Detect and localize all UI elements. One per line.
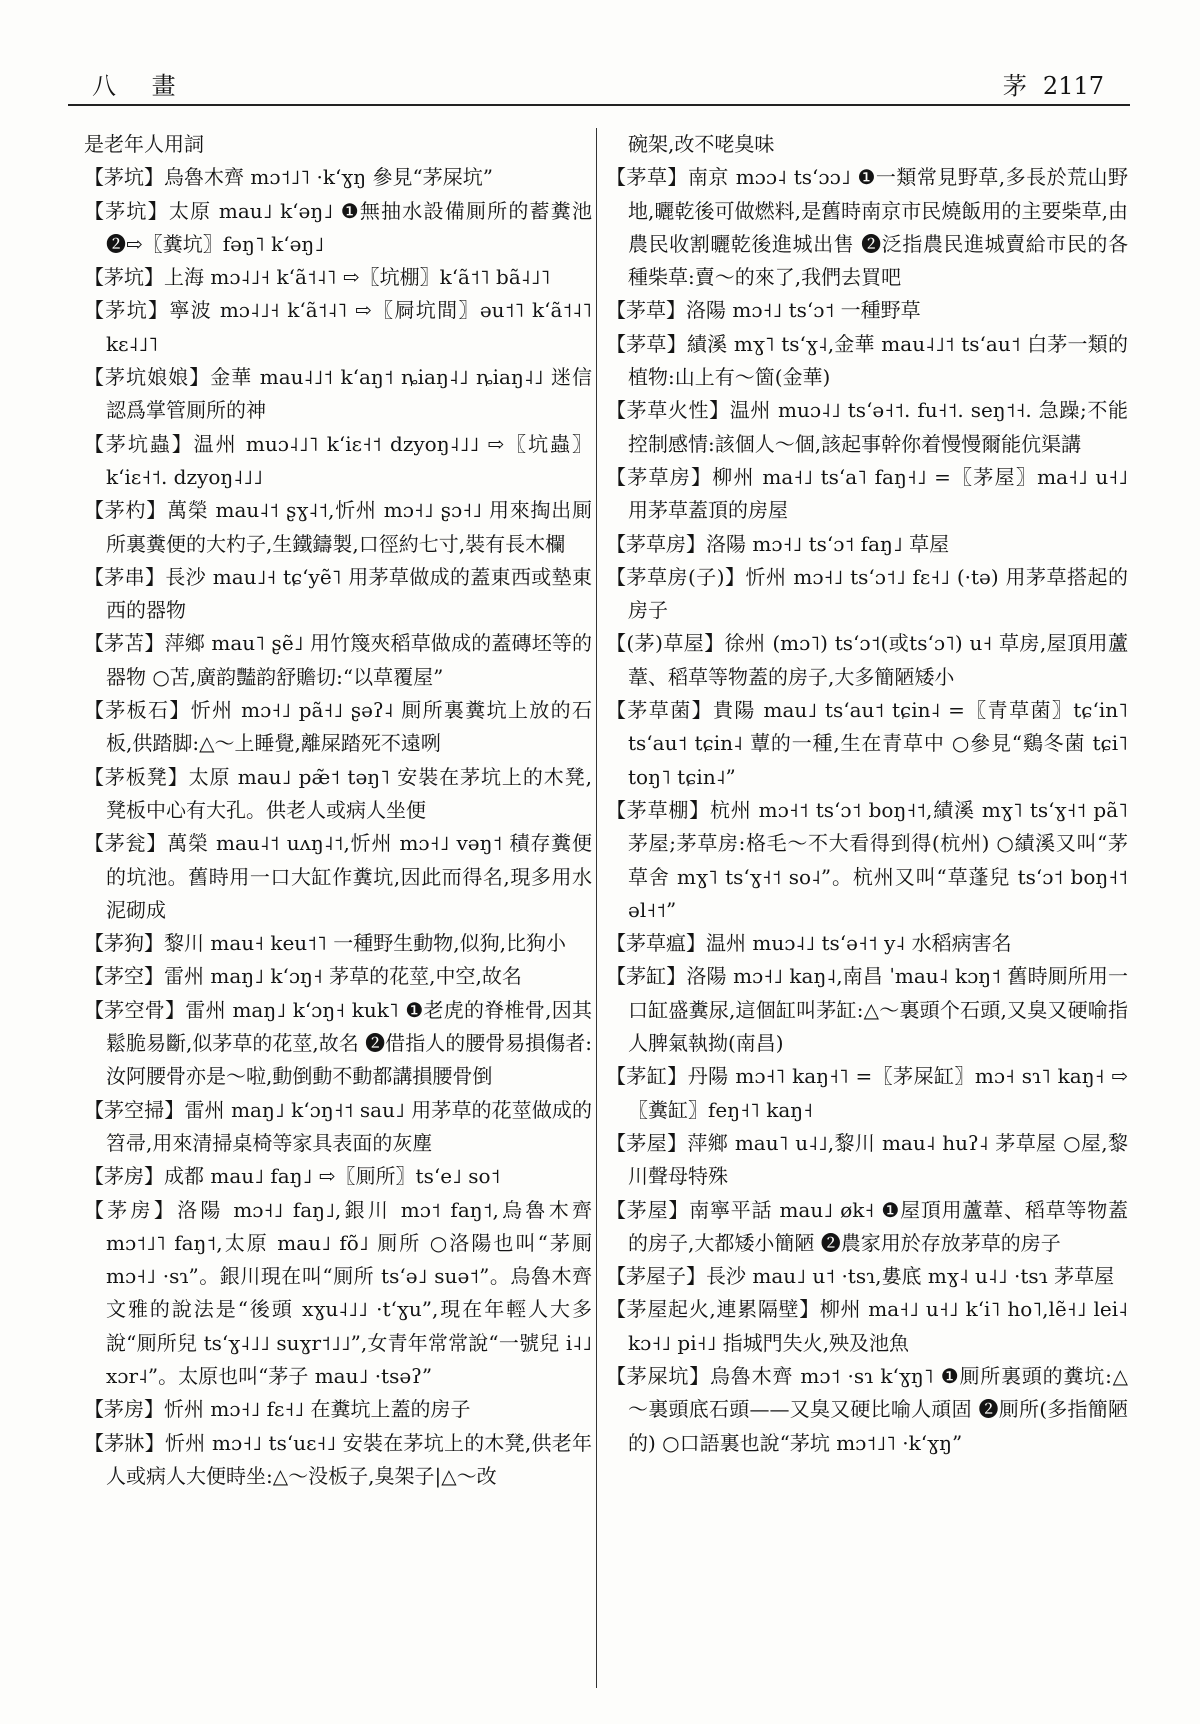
dictionary-entry: 【茅草】南京 mɔɔ˨ tsʻɔɔ˩ ❶一類常見野草,多長於荒山野地,曬乾後可做燃料,是舊時南京市民燒飯用的主要柴草,由農民收割曬乾後進城出售 ❷泛指農民進城賣給市民的各種柴草:賣～的來了,我們去買吧	[606, 165, 1128, 290]
dictionary-entry: 【茅草房(子)】忻州 mɔ˧˩ tsʻɔ˦˩ fɛ˧˩ (·tə) 用茅草搭起的房子	[606, 564, 1128, 623]
dictionary-entry: 【茅草菌】貴陽 mau˩ tsʻau˦ tɕin˨ =〖青草菌〗tɕʻin˥ tsʻau˦ tɕin˨ 蕈的一種,生在青草中 ○參見“鷄冬菌 tɕi˥ toŋ˥ tɕin˨”	[606, 698, 1128, 789]
dictionary-entry: 【茅草棚】杭州 mɔ˧˦ tsʻɔ˦ boŋ˧˦,績溪 mɣ˥ tsʻɣ˧˦ pã˥ 茅屋;茅草房:格毛～不大看得到得(杭州) ○績溪又叫“茅草舍 mɣ˥ tsʻɣ˧˦ so˨”。杭州又叫“草蓬兒 tsʻɔ˦ boŋ˧˦ əl˧˦”	[606, 797, 1128, 922]
dictionary-entry: 【茅坑】寧波 mɔ˨˩˧ kʻã˦˨˥ ⇨〖屙坑間〗əu˦˥ kʻã˦˨˥ kɛ˨˩˥	[84, 298, 592, 356]
dictionary-entry: 碗架,改不咾臭味	[628, 132, 775, 156]
dictionary-entry: 【茅坑蟲】温州 muɔ˨˩˥ kʻiɛ˧˦ dzyoŋ˨˩˩ ⇨〖坑蟲〗kʻiɛ˧˦. dzyoŋ˨˩˩	[84, 431, 592, 489]
dictionary-entry: 【(茅)草屋】徐州 (mɔ˥) tsʻɔ˦(或tsʻɔ˥) u˧ 草房,屋頂用蘆葦、稻草等物蓋的房子,大多簡陋矮小	[606, 631, 1128, 689]
dictionary-entry: 【茅草】洛陽 mɔ˧˩ tsʻɔ˦ 一種野草	[606, 298, 921, 323]
dictionary-entry: 【茅草瘟】温州 muɔ˨˩ tsʻə˧˦ y˨ 水稻病害名	[606, 931, 1012, 956]
left-column	[84, 128, 592, 1708]
head-char: 茅	[1002, 72, 1027, 100]
dictionary-entry: 【茅屋】南寧平話 mau˩ øk˧ ❶屋頂用蘆葦、稻草等物蓋的房子,大都矮小簡陋 ❷農家用於存放茅草的房子	[606, 1197, 1128, 1255]
dictionary-entry: 【茅串】長沙 mau˩˧ tɕʻyẽ˥ 用茅草做成的蓋東西或墊東西的器物	[84, 564, 592, 623]
dictionary-entry: 【茅屋】萍鄉 mau˥ u˨˩,黎川 mau˨ huʔ˨ 茅草屋 ○屋,黎川聲母特殊	[606, 1130, 1128, 1189]
dictionary-entry: 【茅坑】上海 mɔ˨˩˧ kʻã˦˨˥ ⇨〖坑棚〗kʻã˦˥ bã˨˩˥	[84, 265, 551, 290]
dictionary-entry: 【茅草房】洛陽 mɔ˧˩ tsʻɔ˦ faŋ˩ 草屋	[606, 531, 950, 556]
dictionary-entry: 【茅空掃】雷州 maŋ˩ kʻɔŋ˧˦ sau˩ 用茅草的花莖做成的笤帚,用來清掃桌椅等家具表面的灰塵	[84, 1097, 592, 1155]
column-divider	[596, 128, 597, 1688]
dictionary-entry: 【茅房】忻州 mɔ˧˩ fɛ˧˩ 在糞坑上蓋的房子	[84, 1397, 471, 1422]
page-number: 2117	[1042, 72, 1104, 100]
page-header	[68, 62, 1130, 106]
dictionary-entry: 【茅坑】烏魯木齊 mɔ˦˩˥ ·kʻɣŋ 參見“茅屎坑”	[84, 165, 493, 190]
dictionary-entry: 【茅狗】黎川 mau˧ keu˦˥ 一種野生動物,似狗,比狗小	[84, 931, 566, 956]
dictionary-entry: 【茅坑娘娘】金華 mau˨˩˦ kʻaŋ˦ ȵiaŋ˨˩ ȵiaŋ˨˩ 迷信認爲掌管厠所的神	[84, 365, 592, 423]
dictionary-entry: 【茅瓮】萬榮 mau˨˦ uʌŋ˨˦,忻州 mɔ˧˩ vəŋ˦ 積存糞便的坑池。舊時用一口大缸作糞坑,因此而得名,現多用水泥砌成	[84, 831, 592, 922]
right-column	[606, 128, 1128, 1708]
dictionary-entry: 【茅房】洛陽 mɔ˧˩ faŋ˩,銀川 mɔ˦ faŋ˦,烏魯木齊 mɔ˦˩˥ faŋ˦,太原 mau˩ fõ˩ 厠所 ○洛陽也叫“茅厠 mɔ˧˩ ·sɿ”。銀川現在叫“厠所 tsʻə˩ suə˦”。烏魯木齊文雅的說法是“後頭 xɣu˨˩˩ ·tʻɣu”,現在年輕人大多說“厠所兒 tsʻɣ˨˩˩ suɣr˦˩˩”,女青年常常說“一號兒 i˨˩ xɔr˨”。太原也叫“茅子 mau˩ ·tsəʔ”	[84, 1197, 592, 1388]
section-title: 八 畫	[92, 72, 190, 100]
dictionary-entry: 【茅空】雷州 maŋ˩ kʻɔŋ˧ 茅草的花莖,中空,故名	[84, 964, 522, 989]
dictionary-entry: 【茅屋子】長沙 mau˩ u˦ ·tsɿ,婁底 mɣ˨ u˨˩ ·tsɿ 茅草屋	[606, 1264, 1115, 1289]
dictionary-entry: 【茅房】成都 mau˩ faŋ˩ ⇨〖厠所〗tsʻe˩ so˦	[84, 1164, 501, 1189]
dictionary-entry: 【茅空骨】雷州 maŋ˩ kʻɔŋ˧ kuk˥ ❶老虎的脊椎骨,因其鬆脆易斷,似茅草的花莖,故名 ❷借指人的腰骨易損傷者:汝阿腰骨亦是～啦,動倒動不動都講損腰骨倒	[84, 997, 592, 1089]
dictionary-entry: 【茅缸】丹陽 mɔ˧˥ kaŋ˧˥ =〖茅屎缸〗mɔ˧ sɿ˥ kaŋ˧ ⇨〖糞缸〗feŋ˧˥ kaŋ˧	[606, 1064, 1128, 1122]
dictionary-entry: 是老年人用詞	[84, 132, 204, 156]
dictionary-entry: 【茅草】績溪 mɣ˥ tsʻɣ˨,金華 mau˨˩˦ tsʻau˦ 白茅一類的植物:山上有～箇(金華)	[606, 331, 1128, 390]
running-head	[1003, 66, 1104, 101]
dictionary-entry: 【茅屋起火,連累隔壁】柳州 ma˧˩ u˧˩ kʻi˥ ho˥,lẽ˧˩ lei˨ kɔ˧˩ pi˧˩ 指城門失火,殃及池魚	[606, 1297, 1128, 1355]
dictionary-entry: 【茅草房】柳州 ma˧˩ tsʻa˥ faŋ˧˩ =〖茅屋〗ma˧˩ u˧˩ 用茅草蓋頂的房屋	[606, 464, 1128, 523]
dictionary-entry: 【茅坑】太原 mau˩ kʻəŋ˩ ❶無抽水設備厠所的蓄糞池 ❷⇨〖糞坑〗fəŋ˥ kʻəŋ˩	[84, 198, 592, 256]
dictionary-entry: 【茅缸】洛陽 mɔ˧˩ kaŋ˨,南昌 ˈmau˨ kɔŋ˦ 舊時厠所用一口缸盛糞尿,這個缸叫茅缸:△～裏頭个石頭,又臭又硬喻指人脾氣執拗(南昌)	[606, 964, 1128, 1056]
dictionary-entry: 【茅草火性】温州 muɔ˨˩ tsʻə˧˦. fu˧˦. seŋ˦˧. 急躁;不能控制感情:該個人～個,該起事幹你着慢慢爾能伉渠講	[606, 398, 1128, 456]
dictionary-entry: 【茅板凳】太原 mau˩ pæ̃˦ təŋ˥ 安裝在茅坑上的木凳,凳板中心有大孔。供老人或病人坐便	[84, 764, 592, 822]
dictionary-entry: 【茅屎坑】烏魯木齊 mɔ˦ ·sɿ kʻɣŋ˥ ❶厠所裏頭的糞坑:△～裏頭底石頭——又臭又硬比喻人頑固 ❷厠所(多指簡陋的) ○口語裏也說“茅坑 mɔ˦˩˥ ·kʻɣŋ”	[606, 1363, 1128, 1455]
dictionary-entry: 【茅牀】忻州 mɔ˧˩ tsʻuɛ˧˩ 安裝在茅坑上的木凳,供老年人或病人大便時坐:△～没板子,臭架子|△～改	[84, 1430, 592, 1488]
dictionary-entry: 【茅板石】忻州 mɔ˧˩ pã˧˩ ʂəʔ˨ 厠所裏糞坑上放的石板,供踏脚:△～上睡覺,離屎踏死不遠咧	[84, 698, 592, 756]
dictionary-entry: 【茅苫】萍鄉 mau˥ ʂẽ˩ 用竹篾夾稻草做成的蓋磚坯等的器物 ○苫,廣韵豔韵舒贍切:“以草覆屋”	[84, 631, 592, 689]
dictionary-entry: 【茅杓】萬榮 mau˨˦ ʂɣ˨˦,忻州 mɔ˧˩ ʂɔ˧˩ 用來掏出厠所裏糞便的大杓子,生鐵鑄製,口徑約七寸,裝有長木欄	[84, 498, 592, 556]
